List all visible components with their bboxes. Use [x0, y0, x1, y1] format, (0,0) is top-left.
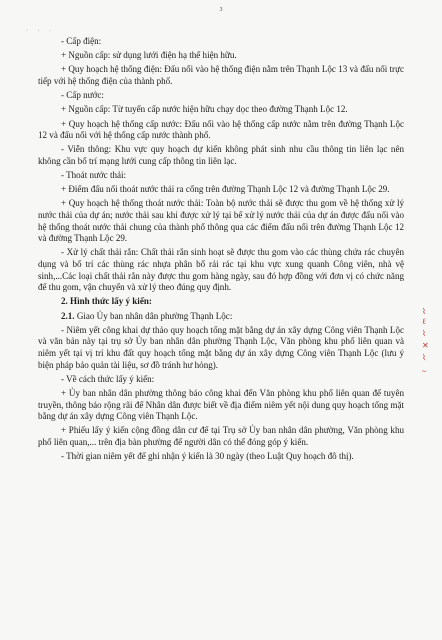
page-number: 3	[219, 7, 223, 13]
paragraph-text: + Phiếu lấy ý kiến cộng đồng dân cư để tại Trụ sở Ủy ban nhân dân phường, Văn phòng khu phố liên quan,... trên địa bàn phường để người dân có thể đóng góp ý kiến.	[38, 425, 404, 447]
paragraph	[38, 104, 404, 116]
paragraph	[38, 425, 404, 448]
paragraph	[38, 119, 404, 142]
paragraph-text: + Ủy ban nhân dân phường thông báo công khai đến Văn phòng khu phố liên quan để tuyên truyền, thông báo rộng rãi để Nhân dân được biết về địa điểm niêm yết nội dung quy hoạch tổng mặt bằng dự án xây dựng Công viên Thạnh Lộc.	[38, 387, 404, 422]
paragraph	[38, 247, 404, 293]
paragraph-text: - Thoát nước thải:	[61, 170, 127, 181]
paragraph-text: - Niêm yết công khai dự thảo quy hoạch tổng mặt bằng dự án xây dựng Công viên Thạnh Lộc và văn bản này tại trụ sở Ủy ban nhân dân phường Thạnh Lộc, Văn phòng khu phố liên quan và niêm yết tại vị trí khu đất quy hoạch tổng mặt bằng dự án xây dựng Công viên Thạnh Lộc (lưu ý biện pháp bảo quản tài liệu, sơ đồ tránh hư hỏng).	[38, 324, 404, 370]
paragraph	[38, 144, 404, 167]
paragraph-text: - Viễn thông: Khu vực quy hoạch dự kiến không phát sinh nhu cầu thông tin liên lạc nên không cần bố trí mạng lưới cung cấp thông tin liên lạc.	[38, 144, 404, 166]
paragraph-text: + Quy hoạch hệ thống điện: Đấu nối vào hệ thống điện nằm trên Thạnh Lộc 13 và đấu nối trực tiếp với hệ thống điện của thành phố.	[38, 64, 404, 86]
subsection-number: 2.1.	[61, 310, 75, 321]
paragraph	[38, 374, 404, 386]
paragraph	[38, 388, 404, 423]
paragraph-text: + Quy hoạch hệ thống thoát nước thải: Toàn bộ nước thải sẽ được thu gom về hệ thống xử lý nước thải của dự án; nước thải sau khi được xử lý tại bể xử lý nước thải của dự án được đấu nối vào hệ thống thoát nước thải chung của thành phố thông qua các điểm đấu nối trên đường Thạnh Lộc 12 và đường Thạnh Lộc 29.	[38, 198, 404, 244]
paragraph	[38, 50, 404, 62]
paragraph	[38, 325, 404, 371]
paragraph-text: - Cấp nước:	[61, 90, 104, 101]
paragraph	[38, 198, 404, 244]
paragraph-text: + Quy hoạch hệ thống cấp nước: Đấu nối vào hệ thống cấp nước nằm trên đường Thạnh Lộc 12 và đấu nối với hệ thống cấp nước thành phố.	[38, 118, 404, 141]
paragraph	[38, 64, 404, 87]
subsection-heading	[38, 311, 404, 323]
section-heading	[38, 296, 404, 308]
paragraph-text: - Thời gian niêm yết để ghi nhận ý kiến là 30 ngày (theo Luật Quy hoạch đô thị).	[61, 451, 354, 462]
paragraph-text: - Cấp điện:	[61, 36, 102, 46]
paragraph	[38, 170, 404, 182]
scan-marks: · · ·	[26, 28, 55, 34]
paragraph	[38, 184, 404, 196]
red-stamp-mark: ⌇ ℓ ⌇ ✕ ⌇ ~	[422, 307, 429, 376]
paragraph-text: + Nguồn cấp: sử dụng lưới điện hạ thế hiện hữu.	[61, 50, 237, 61]
document-body	[38, 36, 404, 465]
paragraph	[38, 36, 404, 48]
paragraph-text: + Nguồn cấp: Từ tuyến cấp nước hiện hữu chạy dọc theo đường Thạnh Lộc 12.	[61, 104, 348, 115]
paragraph-text: 2. Hình thức lấy ý kiến:	[61, 296, 152, 307]
paragraph-text: Giao Ủy ban nhân dân phường Thạnh Lộc:	[74, 310, 233, 321]
paragraph-text: + Điểm đấu nối thoát nước thải ra cống trên đường Thạnh Lộc 12 và đường Thạnh Lộc 29.	[61, 184, 390, 195]
paragraph-text: - Về cách thức lấy ý kiến:	[61, 373, 155, 384]
paragraph	[38, 451, 404, 463]
paragraph	[38, 90, 404, 102]
paragraph-text: - Xử lý chất thải rắn: Chất thải rắn sinh hoạt sẽ được thu gom vào các thùng chứa rác chuyên dụng và bố trí các thùng rác nhựa phân bố rải rác tại khu vực xung quanh Công viên, nhà vệ sinh,...Các loại chất thải rắn này được thu gom hàng ngày, sau đó hợp đồng với đơn vị có chức năng để thu gom, vận chuyển và xử lý theo đúng quy định.	[38, 247, 404, 293]
